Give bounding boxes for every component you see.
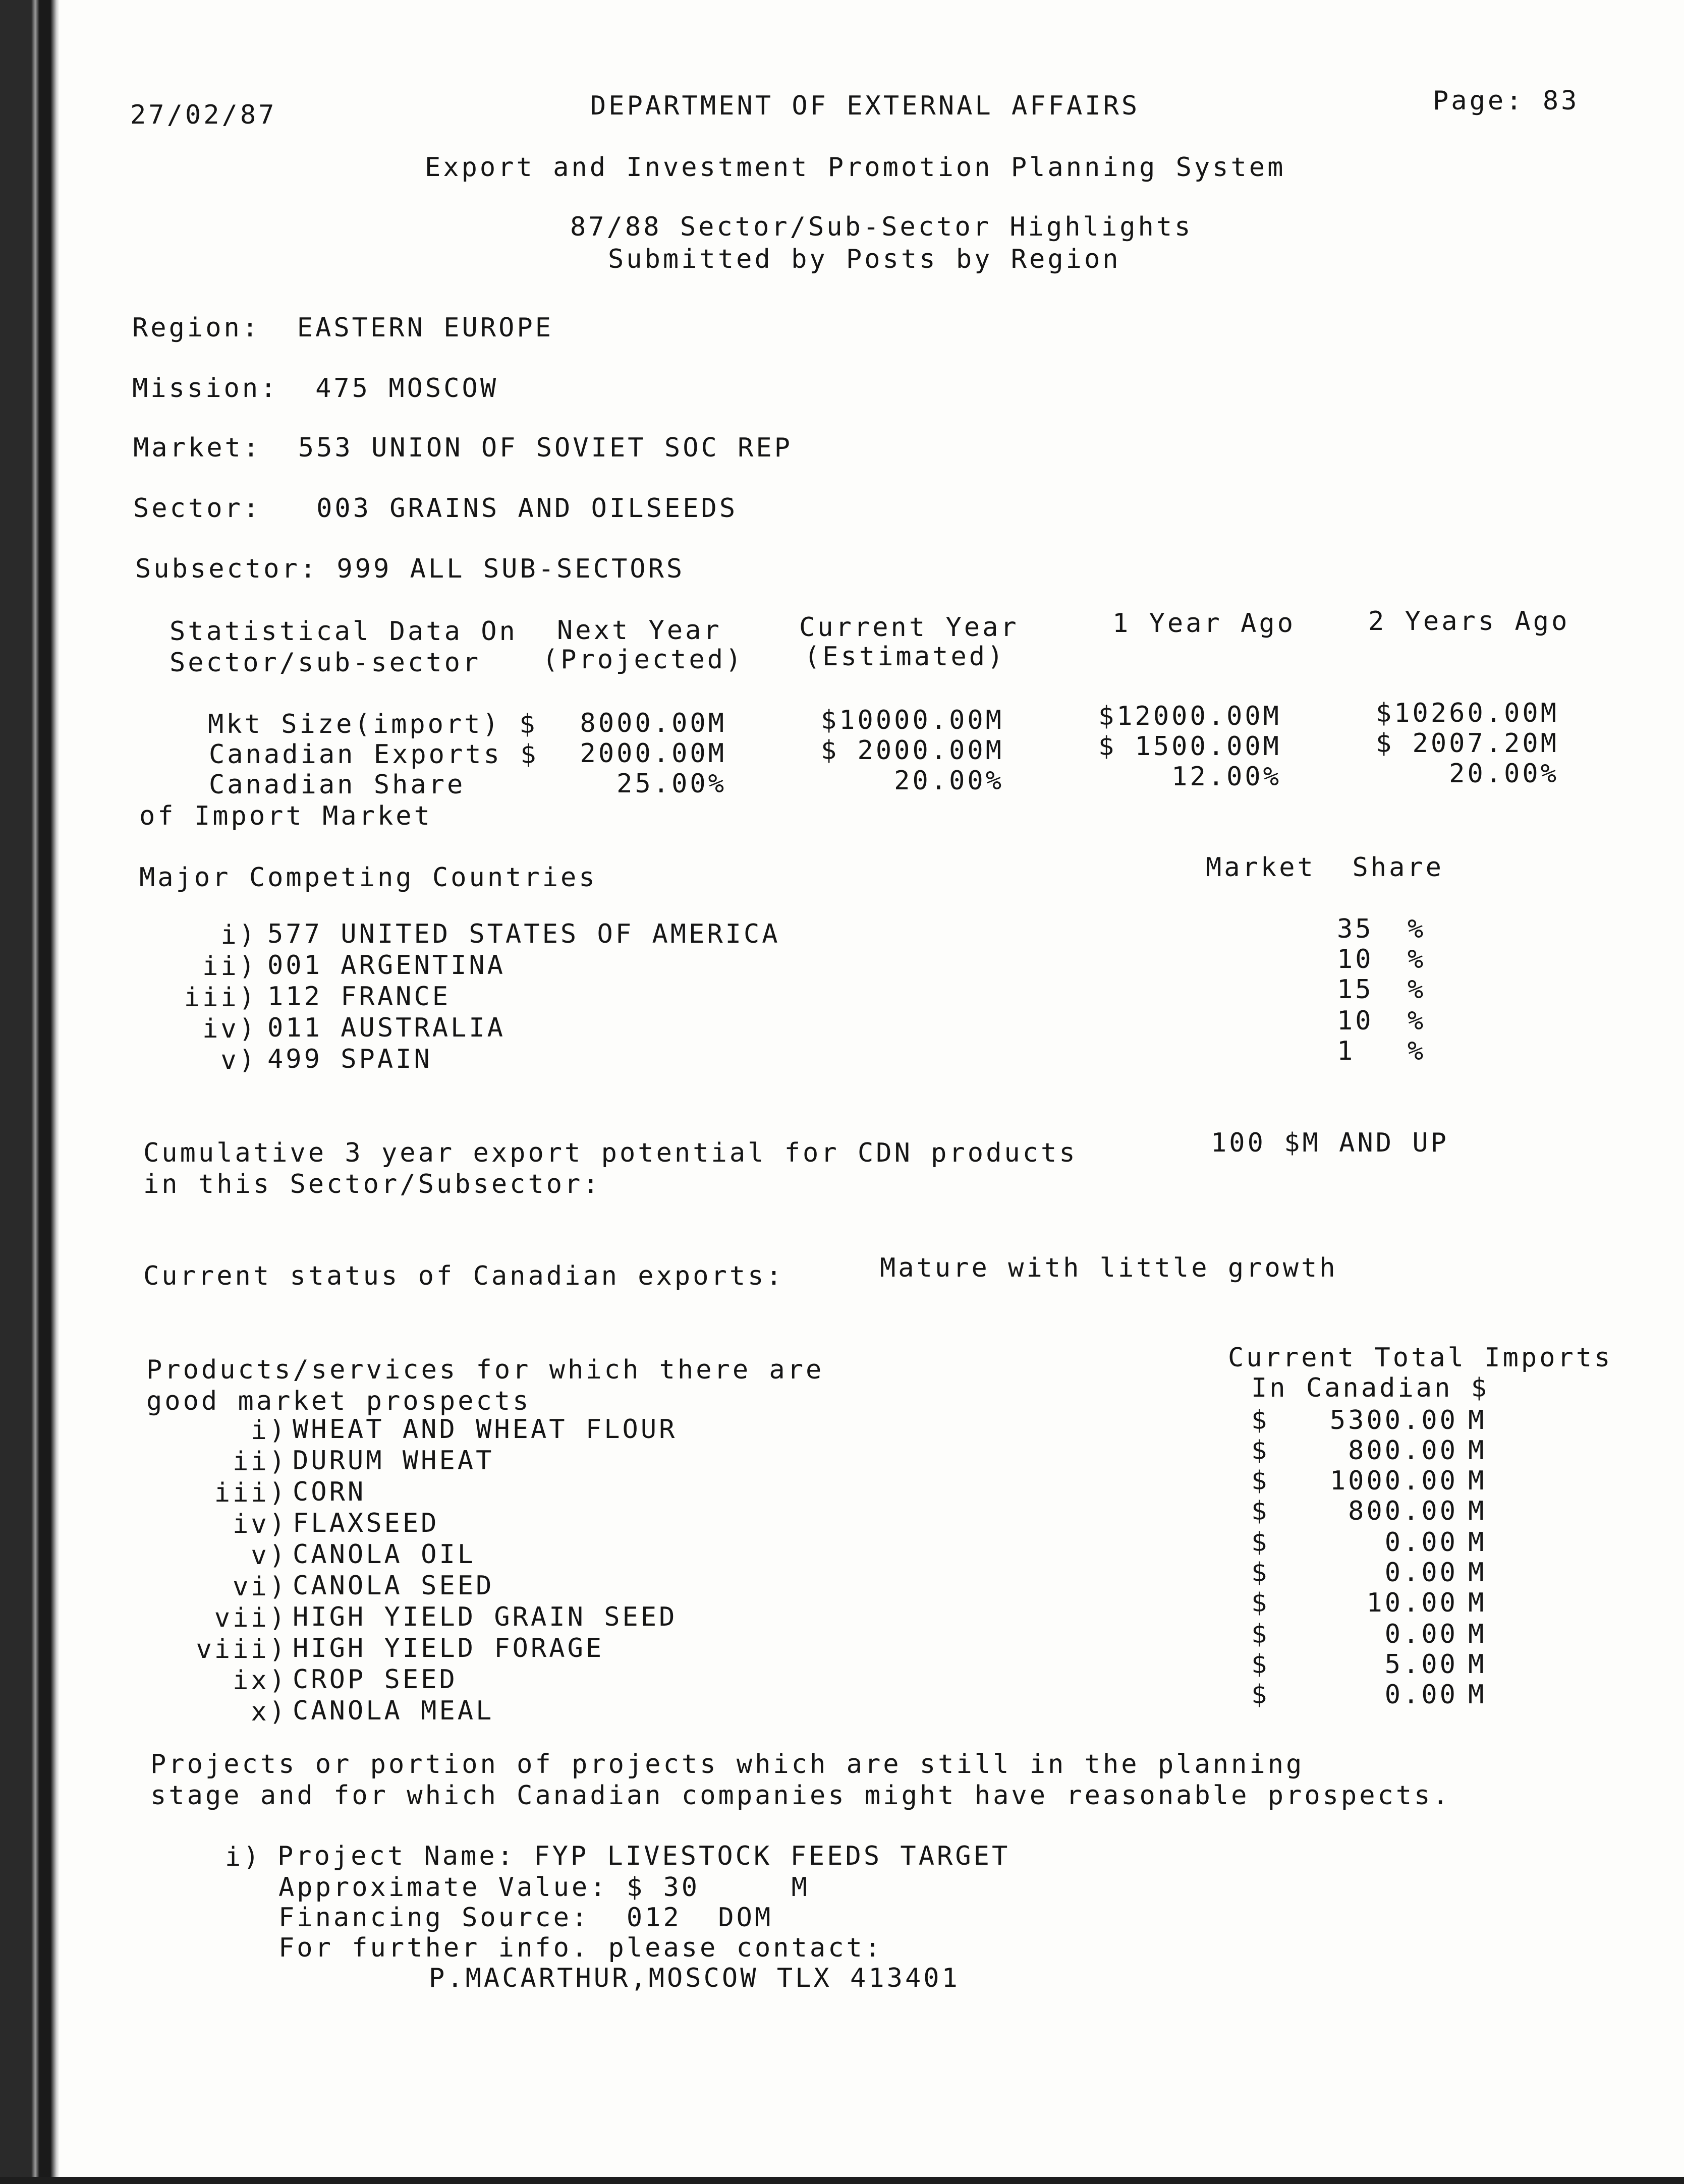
system-title: Export and Investment Promotion Planning System	[425, 152, 1286, 183]
exports-2yr: $ 2007.20M	[1375, 728, 1559, 759]
col-current-year: Current Year	[799, 612, 1019, 643]
product-name: CROP SEED	[293, 1664, 458, 1695]
potential-value: 100 $M AND UP	[1211, 1128, 1449, 1158]
unit-label: M	[1468, 1619, 1487, 1649]
product-num: v)	[251, 1540, 288, 1571]
competitor-name: 001 ARGENTINA	[267, 950, 506, 981]
unit-label: M	[1468, 1496, 1487, 1526]
col-next-year-sub: (Projected)	[542, 645, 744, 675]
currency-sign: $	[1251, 1405, 1270, 1435]
mkt-size-1yr: $12000.00M	[1098, 701, 1281, 731]
share-1yr: 12.00%	[1171, 762, 1281, 792]
competitors-heading: Major Competing Countries	[139, 863, 597, 893]
product-num: vi)	[233, 1572, 288, 1602]
product-name: WHEAT AND WHEAT FLOUR	[293, 1414, 678, 1445]
unit-label: M	[1468, 1405, 1487, 1435]
import-value: 5300.00	[1329, 1405, 1458, 1435]
report-date: 27/02/87	[130, 100, 277, 130]
import-value: 5.00	[1384, 1649, 1458, 1680]
import-value: 1000.00	[1329, 1466, 1458, 1496]
product-name: CANOLA MEAL	[293, 1696, 494, 1726]
mkt-size-label: Mkt Size(import) $	[208, 709, 538, 739]
report-title: 87/88 Sector/Sub-Sector Highlights	[570, 212, 1193, 242]
product-num: vii)	[214, 1603, 288, 1633]
exports-current: $ 2000.00M	[820, 735, 1004, 766]
status-label: Current status of Canadian exports:	[143, 1261, 784, 1291]
competitor-name: 499 SPAIN	[267, 1044, 432, 1074]
product-num: iii)	[214, 1478, 288, 1508]
page-bottom-edge	[0, 2177, 1684, 2184]
percent-sign: %	[1408, 1006, 1426, 1036]
percent-sign: %	[1408, 914, 1426, 944]
competitor-num: iv)	[202, 1014, 257, 1044]
status-value: Mature with little growth	[880, 1253, 1338, 1283]
contact-label: For further info. please contact:	[278, 1933, 883, 1963]
currency-sign: $	[1251, 1466, 1270, 1496]
competitor-num: iii)	[184, 983, 257, 1013]
project-financing: Financing Source: 012 DOM	[278, 1903, 773, 1933]
col-1-year-ago: 1 Year Ago	[1112, 608, 1296, 639]
product-num: i)	[251, 1415, 288, 1446]
mission-field: Mission: 475 MOSCOW	[132, 373, 499, 404]
projects-intro-line2: stage and for which Canadian companies might have reasonable prospects.	[150, 1780, 1451, 1811]
share-label-cont: of Import Market	[139, 801, 432, 831]
currency-sign: $	[1251, 1649, 1270, 1680]
mkt-size-next: 8000.00M	[580, 708, 726, 738]
product-num: x)	[251, 1697, 288, 1727]
competitor-num: ii)	[202, 951, 257, 982]
project-value: Approximate Value: $ 30 M	[278, 1872, 810, 1903]
import-value: 0.00	[1384, 1680, 1458, 1710]
product-num: ii)	[233, 1447, 288, 1477]
import-value: 800.00	[1348, 1496, 1458, 1526]
competitor-share: 15	[1337, 974, 1374, 1005]
import-value: 0.00	[1384, 1558, 1458, 1588]
col-2-years-ago: 2 Years Ago	[1368, 606, 1570, 637]
unit-label: M	[1468, 1680, 1487, 1710]
percent-sign: %	[1408, 944, 1426, 974]
department-title: DEPARTMENT OF EXTERNAL AFFAIRS	[590, 91, 1140, 121]
competitor-num: v)	[220, 1045, 257, 1075]
competitor-name: 112 FRANCE	[267, 982, 451, 1012]
currency-sign: $	[1251, 1588, 1270, 1618]
unit-label: M	[1468, 1527, 1487, 1558]
project-name: Project Name: FYP LIVESTOCK FEEDS TARGET	[277, 1841, 1011, 1871]
product-name: HIGH YIELD GRAIN SEED	[293, 1602, 678, 1632]
projects-intro-line1: Projects or portion of projects which are still in the planning	[150, 1749, 1305, 1779]
mkt-size-current: $10000.00M	[820, 705, 1004, 735]
currency-sign: $	[1251, 1558, 1270, 1588]
import-value: 0.00	[1384, 1619, 1458, 1649]
unit-label: M	[1468, 1588, 1487, 1618]
competitor-name: 011 AUSTRALIA	[267, 1013, 506, 1043]
products-heading-line2: good market prospects	[146, 1386, 531, 1416]
region-field: Region: EASTERN EUROPE	[132, 313, 554, 343]
percent-sign: %	[1408, 1036, 1426, 1066]
competitor-share: 1	[1337, 1036, 1356, 1066]
currency-sign: $	[1251, 1619, 1270, 1649]
product-name: CORN	[293, 1477, 366, 1507]
product-name: DURUM WHEAT	[293, 1446, 494, 1476]
product-name: CANOLA SEED	[293, 1571, 494, 1601]
imports-heading-line2: In Canadian $	[1251, 1373, 1489, 1403]
competitor-share: 10	[1337, 1006, 1374, 1036]
product-name: FLAXSEED	[293, 1508, 439, 1538]
exports-1yr: $ 1500.00M	[1098, 731, 1281, 762]
competitor-num: i)	[220, 920, 257, 950]
stats-label-line1: Statistical Data On	[170, 616, 518, 647]
binder-edge	[0, 0, 60, 2184]
market-field: Market: 553 UNION OF SOVIET SOC REP	[133, 433, 793, 463]
import-value: 0.00	[1384, 1527, 1458, 1558]
col-next-year: Next Year	[557, 615, 722, 646]
import-value: 10.00	[1366, 1588, 1458, 1618]
unit-label: M	[1468, 1466, 1487, 1496]
currency-sign: $	[1251, 1496, 1270, 1526]
unit-label: M	[1468, 1435, 1487, 1466]
currency-sign: $	[1251, 1680, 1270, 1710]
stats-label-line2: Sector/sub-sector	[170, 648, 481, 678]
unit-label: M	[1468, 1558, 1487, 1588]
competitor-share: 35	[1337, 914, 1374, 944]
report-subtitle: Submitted by Posts by Region	[608, 244, 1121, 274]
share-2yr: 20.00%	[1449, 759, 1559, 789]
competitor-share: 10	[1337, 944, 1374, 974]
import-value: 800.00	[1348, 1435, 1458, 1466]
product-num: iv)	[233, 1509, 288, 1539]
page-number: Page: 83	[1433, 86, 1580, 116]
product-name: CANOLA OIL	[293, 1539, 476, 1570]
potential-line1: Cumulative 3 year export potential for CDN products	[143, 1138, 1078, 1168]
share-label: Canadian Share	[209, 770, 466, 800]
unit-label: M	[1468, 1649, 1487, 1680]
percent-sign: %	[1408, 974, 1426, 1005]
share-next: 25.00%	[616, 769, 726, 799]
mkt-size-2yr: $10260.00M	[1375, 698, 1559, 728]
share-current: 20.00%	[894, 766, 1004, 796]
project-num: i)	[225, 1842, 262, 1872]
contact-info: P.MACARTHUR,MOSCOW TLX 413401	[429, 1963, 960, 1993]
products-heading-line1: Products/services for which there are	[146, 1355, 824, 1385]
market-share-heading: Market Share	[1206, 852, 1444, 883]
imports-heading-line1: Current Total Imports	[1228, 1343, 1613, 1373]
exports-label: Canadian Exports $	[209, 739, 539, 770]
exports-next: 2000.00M	[580, 738, 726, 769]
subsector-field: Subsector: 999 ALL SUB-SECTORS	[135, 554, 685, 584]
col-current-year-sub: (Estimated)	[804, 642, 1006, 672]
product-num: viii)	[196, 1634, 288, 1664]
sector-field: Sector: 003 GRAINS AND OILSEEDS	[133, 493, 738, 524]
currency-sign: $	[1251, 1527, 1270, 1558]
product-num: ix)	[233, 1665, 288, 1696]
currency-sign: $	[1251, 1435, 1270, 1466]
competitor-name: 577 UNITED STATES OF AMERICA	[267, 919, 780, 949]
product-name: HIGH YIELD FORAGE	[293, 1633, 604, 1663]
potential-line2: in this Sector/Subsector:	[143, 1169, 601, 1199]
